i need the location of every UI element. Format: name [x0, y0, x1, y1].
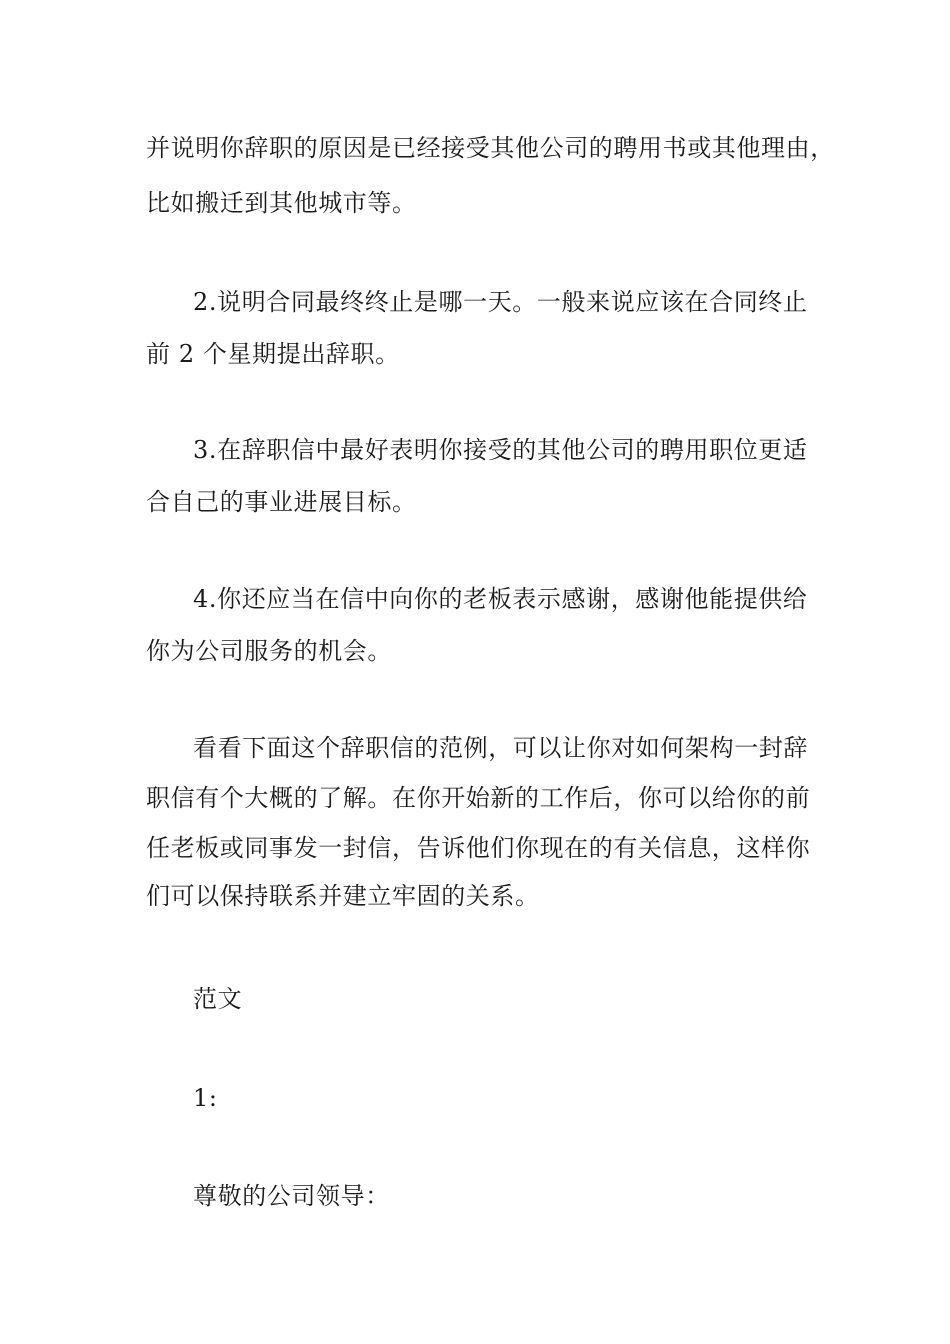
paragraph-1-line-2: 比如搬迁到其他城市等。	[146, 189, 417, 217]
letter-salutation: 尊敬的公司领导：	[193, 1182, 390, 1210]
paragraph-1-line-1: 并说明你辞职的原因是已经接受其他公司的聘用书或其他理由，	[146, 134, 835, 162]
point-2-line-1: 2.说明合同最终终止是哪一天。一般来说应该在合同终止	[193, 288, 808, 316]
example-intro-line-2: 职信有个大概的了解。在你开始新的工作后，你可以给你的前	[146, 784, 811, 812]
example-intro-line-3: 任老板或同事发一封信，告诉他们你现在的有关信息，这样你	[146, 834, 811, 862]
point-3-line-2: 合自己的事业进展目标。	[146, 488, 417, 516]
point-4-line-2: 你为公司服务的机会。	[146, 637, 392, 665]
sample-number: 1:	[193, 1084, 218, 1112]
sample-heading: 范文	[193, 985, 243, 1013]
point-3-line-1: 3.在辞职信中最好表明你接受的其他公司的聘用职位更适	[193, 436, 808, 464]
point-4-line-1: 4.你还应当在信中向你的老板表示感谢，感谢他能提供给	[193, 585, 808, 613]
example-intro-line-1: 看看下面这个辞职信的范例，可以让你对如何架构一封辞	[193, 734, 808, 762]
point-2-line-2: 前 2 个星期提出辞职。	[146, 340, 400, 368]
example-intro-line-4: 们可以保持联系并建立牢固的关系。	[146, 882, 540, 910]
